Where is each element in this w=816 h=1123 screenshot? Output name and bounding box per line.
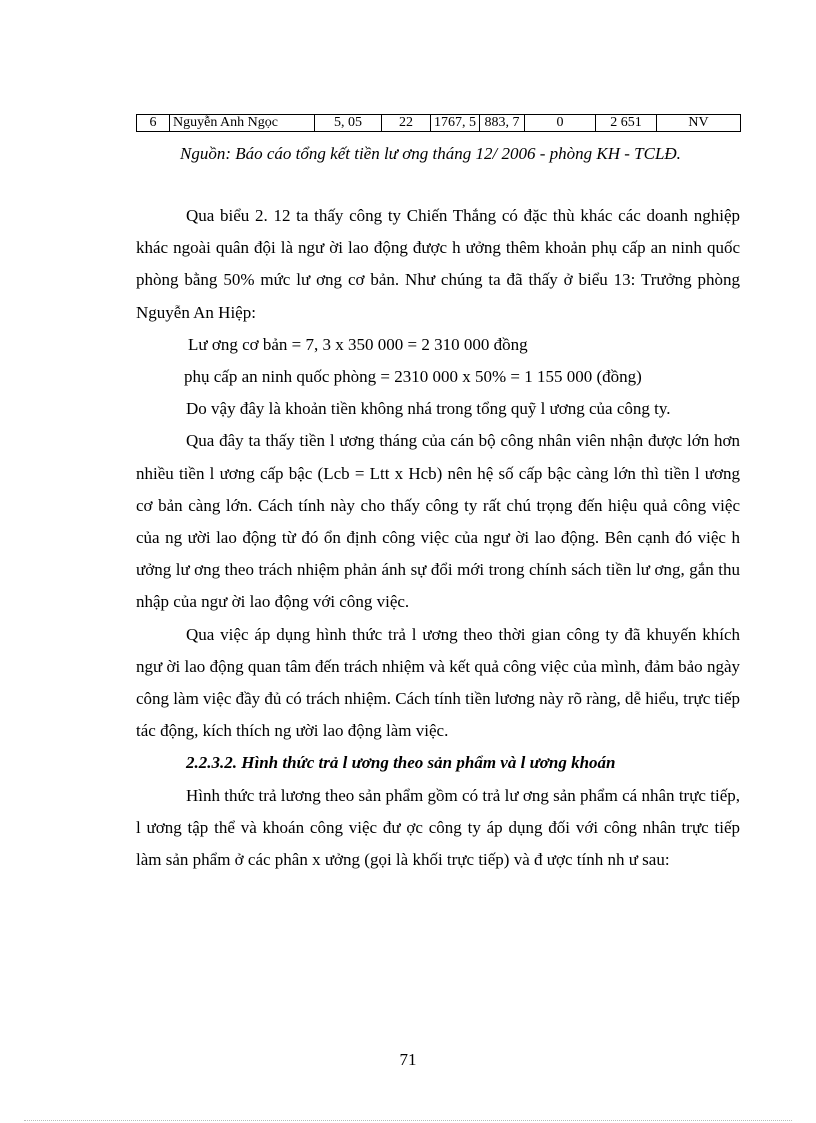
page-bottom-divider <box>24 1120 792 1121</box>
paragraph: Qua đây ta thấy tiền l ương tháng của cán bộ công nhân viên nhận được lớn hơn nhiều tiền l ương cấp bậc (Lcb = Ltt x Hcb) nên hệ số cấp bậc càng lớn thì tiền l ương cơ bản càng lớn. Cách tính này cho thấy công ty rất chú trọng đến hiệu quả công việc của ng ười lao động từ đó ổn định công việc của ngư ời lao động. Bên cạnh đó việc h ưởng lư ơng theo trách nhiệm phản ánh sự đổi mới trong chính sách tiền lư ơng, gắn thu nhập của ngư ời lao động với công việc. <box>136 431 740 612</box>
cell-name: Nguyễn Anh Ngọc <box>170 115 315 132</box>
source-note: Nguồn: Báo cáo tổng kết tiền lư ơng tháng 12/ 2006 - phòng KH - TCLĐ. <box>180 144 681 163</box>
salary-table <box>136 114 741 132</box>
cell-no: 6 <box>137 115 170 132</box>
cell-coef: 5, 05 <box>315 115 382 132</box>
paragraph: Do vậy đây là khoản tiền không nhá trong tổng quỹ l ương của công ty. <box>186 399 671 419</box>
cell-days: 22 <box>382 115 431 132</box>
paragraph: Hình thức trả lương theo sản phẩm gồm có trả lư ơng sản phẩm cá nhân trực tiếp, l ương tập thể và khoán công việc đư ợc công ty áp dụng đối với công nhân trực tiếp làm sản phẩm ở các phân x ưởng (gọi là khối trực tiếp) và đ ược tính nh ư sau: <box>136 785 740 870</box>
body-text <box>136 200 740 876</box>
formula-allowance: phụ cấp an ninh quốc phòng = 2310 000 x 50% = 1 155 000 (đồng) <box>184 367 642 387</box>
section-heading: 2.2.3.2. Hình thức trả l ương theo sản phẩm và l ương khoán <box>186 753 616 773</box>
cell-v3: 0 <box>525 115 596 132</box>
cell-total: 2 651 <box>596 115 657 132</box>
paragraph: Qua biểu 2. 12 ta thấy công ty Chiến Thắng có đặc thù khác các doanh nghiệp khác ngoài quân đội là ngư ời lao động được h ưởng thêm khoản phụ cấp an ninh quốc phòng bằng 50% mức lư ơng cơ bản. Như chúng ta đã thấy ở biểu 13: Trưởng phòng Nguyễn An Hiệp: <box>136 206 740 322</box>
formula-basic-salary: Lư ơng cơ bản = 7, 3 x 350 000 = 2 310 000 đồng <box>188 334 528 354</box>
cell-v1: 1767, 5 <box>431 115 480 132</box>
page-number: 71 <box>399 1050 417 1069</box>
cell-v2: 883, 7 <box>480 115 525 132</box>
table-row <box>137 115 741 132</box>
cell-note: NV <box>657 115 741 132</box>
paragraph: Qua việc áp dụng hình thức trả l ương theo thời gian công ty đã khuyến khích ngư ời lao động quan tâm đến trách nhiệm và kết quả công việc của mình, đảm bảo ngày công làm việc đầy đủ có trách nhiệm. Cách tính tiền lương này rõ ràng, dễ hiểu, trực tiếp tác động, kích thích ng ười lao động làm việc. <box>136 624 740 741</box>
